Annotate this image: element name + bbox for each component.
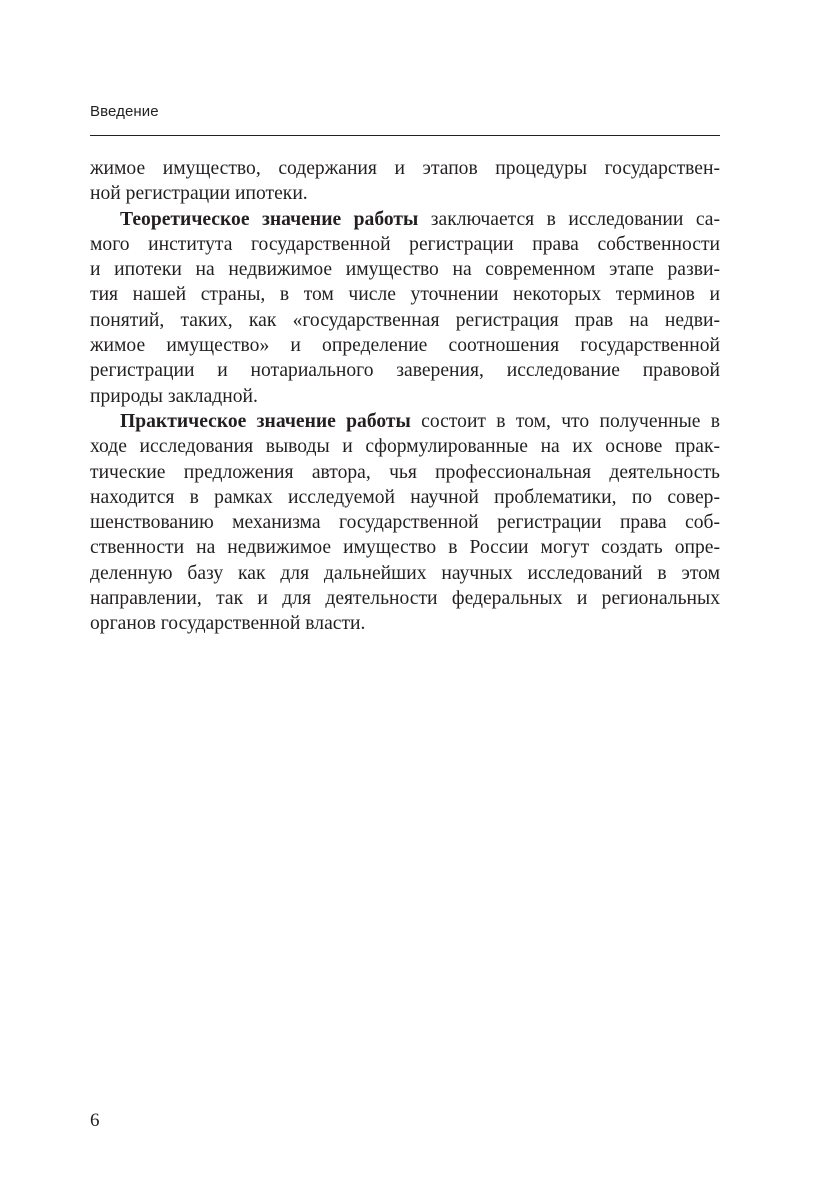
paragraph-theoretical-significance	[90, 207, 720, 409]
text-line: направлении, так и для деятельности федеральных и региональных	[90, 588, 720, 610]
text-line: регистрации и нотариального заверения, исследование правовой	[90, 360, 720, 382]
text-line: понятий, таких, как «государственная регистрация прав на недви-	[90, 309, 720, 331]
running-header-title: Введение	[90, 103, 159, 120]
page-number: 6	[90, 1110, 100, 1131]
paragraph-lead-heading: Теоретическое значение работы	[120, 208, 419, 230]
text-line-rest: заключается в исследовании са-	[418, 208, 720, 230]
paragraph-continuation	[90, 156, 720, 207]
text-line: ной регистрации ипотеки.	[90, 183, 308, 205]
text-line: ственности на недвижимое имущество в России могут создать опре-	[90, 537, 720, 559]
text-line-rest: состоит в том, что полученные в	[410, 410, 720, 432]
text-line: ходе исследования выводы и сформулированные на их основе прак-	[90, 436, 720, 458]
text-line: тия нашей страны, в том числе уточнении некоторых терминов и	[90, 284, 720, 306]
text-line	[90, 207, 720, 232]
text-line: деленную базу как для дальнейших научных исследований в этом	[90, 562, 720, 584]
text-line	[90, 409, 720, 434]
text-line: шенствованию механизма государственной регистрации права соб-	[90, 512, 720, 534]
header-rule	[90, 135, 720, 136]
text-line: мого института государственной регистрации права собственности	[90, 233, 720, 255]
text-line: органов государственной власти.	[90, 613, 366, 635]
main-text	[90, 156, 720, 637]
text-line: находится в рамках исследуемой научной проблематики, по совер-	[90, 486, 720, 508]
paragraph-practical-significance	[90, 409, 720, 637]
text-line: природы закладной.	[90, 385, 258, 407]
text-line: жимое имущество» и определение соотношения государственной	[90, 335, 720, 357]
text-line: и ипотеки на недвижимое имущество на современном этапе разви-	[90, 259, 720, 281]
text-line: жимое имущество, содержания и этапов процедуры государствен-	[90, 158, 720, 179]
paragraph-lead-heading: Практическое значение работы	[120, 410, 411, 432]
text-line: тические предложения автора, чья профессиональная деятельность	[90, 461, 720, 483]
